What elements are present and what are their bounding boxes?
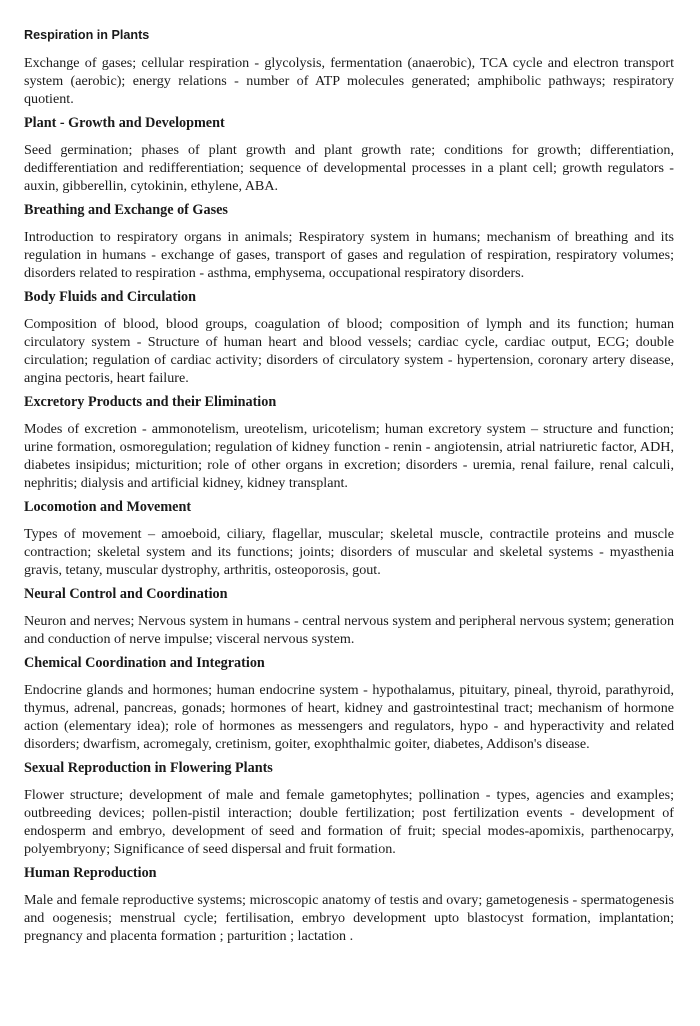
section-heading: Respiration in Plants [24, 28, 150, 42]
section-human-reproduction [24, 864, 674, 945]
section-sexual-reproduction [24, 759, 674, 858]
section-heading: Plant - Growth and Development [24, 115, 225, 131]
section-breathing [24, 201, 674, 282]
section-heading: Excretory Products and their Elimination [24, 394, 277, 410]
section-locomotion [24, 498, 674, 579]
section-respiration-in-plants [24, 26, 674, 108]
section-heading: Chemical Coordination and Integration [24, 655, 265, 671]
section-heading: Human Reproduction [24, 865, 157, 881]
section-body: Flower structure; development of male and female gametophytes; pollination - types, agencies and examples; outbreeding devices; pollen-pistil interaction; double fertilization; post fertilization events - development of endosperm and embryo, development of seed and formation of fruit; special modes-apomixis, parthenocarpy, polyembryony; Significance of seed dispersal and fruit formation. [24, 787, 674, 857]
section-body-fluids [24, 288, 674, 387]
section-heading: Body Fluids and Circulation [24, 289, 197, 305]
section-chemical-coordination [24, 654, 674, 753]
section-body: Endocrine glands and hormones; human endocrine system - hypothalamus, pituitary, pineal, thyroid, parathyroid, thymus, adrenal, pancreas, gonads; hormones of heart, kidney and gastrointestinal tract; mechanism of hormone action (elementary idea); role of hormones as messengers and regulators, hypo - and hyperactivity and related disorders; dwarfism, acromegaly, cretinism, goiter, exophthalmic goiter, diabetes, Addison's disease. [24, 682, 674, 752]
section-body: Seed germination; phases of plant growth and plant growth rate; conditions for growth; differentiation, dedifferentiation and redifferentiation; sequence of developmental processes in a plant cell; growth regulators - auxin, gibberellin, cytokinin, ethylene, ABA. [24, 142, 674, 194]
section-heading: Neural Control and Coordination [24, 586, 228, 602]
section-excretory [24, 393, 674, 492]
section-body: Introduction to respiratory organs in animals; Respiratory system in humans; mechanism of breathing and its regulation in humans - exchange of gases, transport of gases and regulation of respiration, respiratory volumes; disorders related to respiration - asthma, emphysema, occupational respiratory disorders. [24, 229, 674, 281]
section-heading: Sexual Reproduction in Flowering Plants [24, 760, 273, 776]
section-body: Male and female reproductive systems; microscopic anatomy of testis and ovary; gametogenesis - spermatogenesis and oogenesis; menstrual cycle; fertilisation, embryo development upto blastocyst formation, implantation; pregnancy and placenta formation ; parturition ; lactation . [24, 892, 674, 944]
section-neural-control [24, 585, 674, 648]
section-heading: Breathing and Exchange of Gases [24, 202, 228, 218]
section-body: Composition of blood, blood groups, coagulation of blood; composition of lymph and its function; human circulatory system - Structure of human heart and blood vessels; cardiac cycle, cardiac output, ECG; double circulation; regulation of cardiac activity; disorders of circulatory system - hypertension, coronary artery disease, angina pectoris, heart failure. [24, 316, 674, 386]
section-plant-growth [24, 114, 674, 195]
section-body: Exchange of gases; cellular respiration - glycolysis, fermentation (anaerobic), TCA cycle and electron transport system (aerobic); energy relations - number of ATP molecules generated; amphibolic pathways; respiratory quotient. [24, 55, 674, 107]
section-body: Types of movement – amoeboid, ciliary, flagellar, muscular; skeletal muscle, contractile proteins and muscle contraction; skeletal system and its functions; joints; disorders of muscular and skeletal systems - myasthenia gravis, tetany, muscular dystrophy, arthritis, osteoporosis, gout. [24, 526, 674, 578]
section-heading: Locomotion and Movement [24, 499, 192, 515]
section-body: Neuron and nerves; Nervous system in humans - central nervous system and peripheral nervous system; generation and conduction of nerve impulse; visceral nervous system. [24, 613, 674, 647]
section-body: Modes of excretion - ammonotelism, ureotelism, uricotelism; human excretory system – structure and function; urine formation, osmoregulation; regulation of kidney function - renin - angiotensin, atrial natriuretic factor, ADH, diabetes insipidus; micturition; role of other organs in excretion; disorders - uremia, renal failure, renal calculi, nephritis; dialysis and artificial kidney, kidney transplant. [24, 421, 674, 491]
